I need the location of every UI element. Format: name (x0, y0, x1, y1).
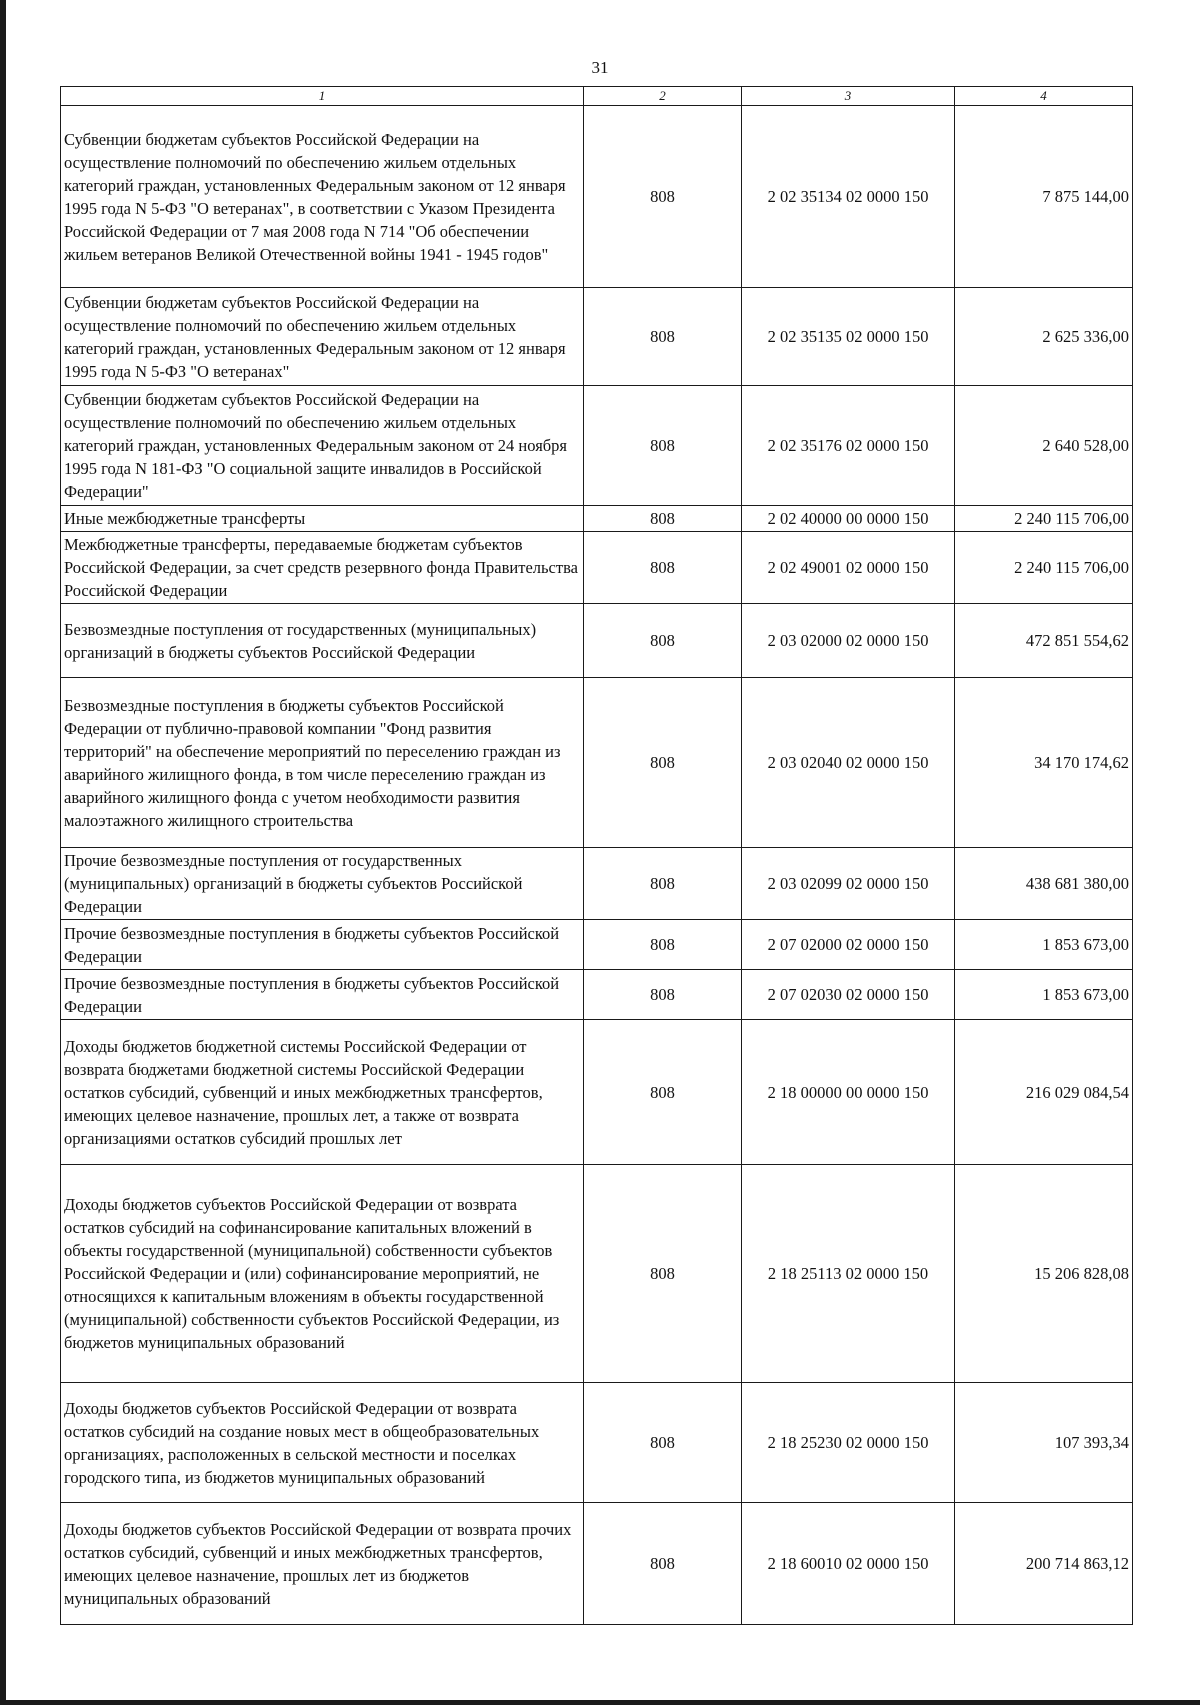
row-classification-code: 2 02 35176 02 0000 150 (742, 386, 955, 506)
row-name: Прочие безвозмездные поступления от государственных (муниципальных) организаций в бюджеты субъектов Российской Федерации (61, 848, 584, 920)
row-amount: 2 625 336,00 (955, 288, 1133, 386)
scan-edge-left (0, 0, 6, 1705)
table-row (61, 970, 1133, 1020)
column-number-row (61, 87, 1133, 106)
row-amount: 15 206 828,08 (955, 1165, 1133, 1383)
row-admin-code: 808 (584, 106, 742, 288)
row-admin-code: 808 (584, 288, 742, 386)
table-row (61, 604, 1133, 678)
column-number-4: 4 (955, 87, 1133, 106)
table-row (61, 848, 1133, 920)
row-admin-code: 808 (584, 506, 742, 532)
table-row (61, 1503, 1133, 1625)
row-admin-code: 808 (584, 532, 742, 604)
row-amount: 472 851 554,62 (955, 604, 1133, 678)
row-classification-code: 2 18 60010 02 0000 150 (742, 1503, 955, 1625)
row-admin-code: 808 (584, 386, 742, 506)
row-classification-code: 2 03 02000 02 0000 150 (742, 604, 955, 678)
row-name: Доходы бюджетов субъектов Российской Федерации от возврата прочих остатков субсидий, субвенций и иных межбюджетных трансфертов, имеющих целевое назначение, прошлых лет из бюджетов муниципальных образований (61, 1503, 584, 1625)
row-name: Доходы бюджетов субъектов Российской Федерации от возврата остатков субсидий на софинансирование капитальных вложений в объекты государственной (муниципальной) собственности субъектов Российской Федерации и (или) софинансирование мероприятий, не относящихся к капитальным вложениям в объекты государственной (муниципальной) собственности субъектов Российской Федерации, из бюджетов муниципальных образований (61, 1165, 584, 1383)
row-classification-code: 2 03 02099 02 0000 150 (742, 848, 955, 920)
column-number-3: 3 (742, 87, 955, 106)
row-amount: 34 170 174,62 (955, 678, 1133, 848)
row-classification-code: 2 03 02040 02 0000 150 (742, 678, 955, 848)
row-classification-code: 2 07 02030 02 0000 150 (742, 970, 955, 1020)
row-classification-code: 2 02 35135 02 0000 150 (742, 288, 955, 386)
table-row (61, 506, 1133, 532)
table-row (61, 1020, 1133, 1165)
column-number-1: 1 (61, 87, 584, 106)
row-amount: 200 714 863,12 (955, 1503, 1133, 1625)
row-admin-code: 808 (584, 604, 742, 678)
table-row (61, 106, 1133, 288)
table-row (61, 386, 1133, 506)
row-name: Межбюджетные трансферты, передаваемые бюджетам субъектов Российской Федерации, за счет средств резервного фонда Правительства Российской Федерации (61, 532, 584, 604)
page-number: 31 (591, 58, 609, 77)
row-amount: 2 640 528,00 (955, 386, 1133, 506)
table-row (61, 532, 1133, 604)
row-classification-code: 2 18 25230 02 0000 150 (742, 1383, 955, 1503)
row-amount: 107 393,34 (955, 1383, 1133, 1503)
row-name: Субвенции бюджетам субъектов Российской Федерации на осуществление полномочий по обеспечению жильем отдельных категорий граждан, установленных Федеральным законом от 12 января 1995 года N 5-ФЗ "О ветеранах", в соответствии с Указом Президента Российской Федерации от 7 мая 2008 года N 714 "Об обеспечении жильем ветеранов Великой Отечественной войны 1941 - 1945 годов" (61, 106, 584, 288)
revenue-table (60, 86, 1133, 1625)
row-classification-code: 2 02 40000 00 0000 150 (742, 506, 955, 532)
row-name: Иные межбюджетные трансферты (61, 506, 584, 532)
row-admin-code: 808 (584, 970, 742, 1020)
row-amount: 7 875 144,00 (955, 106, 1133, 288)
table-row (61, 678, 1133, 848)
row-admin-code: 808 (584, 1383, 742, 1503)
row-admin-code: 808 (584, 1165, 742, 1383)
row-name: Безвозмездные поступления от государственных (муниципальных) организаций в бюджеты субъектов Российской Федерации (61, 604, 584, 678)
row-amount: 438 681 380,00 (955, 848, 1133, 920)
table-row (61, 1383, 1133, 1503)
row-amount: 1 853 673,00 (955, 920, 1133, 970)
row-admin-code: 808 (584, 1503, 742, 1625)
row-admin-code: 808 (584, 678, 742, 848)
row-name: Субвенции бюджетам субъектов Российской Федерации на осуществление полномочий по обеспечению жильем отдельных категорий граждан, установленных Федеральным законом от 24 ноября 1995 года N 181-ФЗ "О социальной защите инвалидов в Российской Федерации" (61, 386, 584, 506)
row-amount: 1 853 673,00 (955, 970, 1133, 1020)
row-name: Безвозмездные поступления в бюджеты субъектов Российской Федерации от публично-правовой компании "Фонд развития территорий" на обеспечение мероприятий по переселению граждан из аварийного жилищного фонда, в том числе переселению граждан из аварийного жилищного фонда с учетом необходимости развития малоэтажного жилищного строительства (61, 678, 584, 848)
row-amount: 2 240 115 706,00 (955, 506, 1133, 532)
row-classification-code: 2 02 35134 02 0000 150 (742, 106, 955, 288)
scan-edge-bottom (0, 1700, 1200, 1705)
row-amount: 2 240 115 706,00 (955, 532, 1133, 604)
row-name: Прочие безвозмездные поступления в бюджеты субъектов Российской Федерации (61, 970, 584, 1020)
row-admin-code: 808 (584, 1020, 742, 1165)
row-name: Доходы бюджетов бюджетной системы Российской Федерации от возврата бюджетами бюджетной системы Российской Федерации остатков субсидий, субвенций и иных межбюджетных трансфертов, имеющих целевое назначение, прошлых лет, а также от возврата организациями остатков субсидий прошлых лет (61, 1020, 584, 1165)
row-amount: 216 029 084,54 (955, 1020, 1133, 1165)
table-row (61, 1165, 1133, 1383)
table-row (61, 288, 1133, 386)
row-name: Доходы бюджетов субъектов Российской Федерации от возврата остатков субсидий на создание новых мест в общеобразовательных организациях, расположенных в сельской местности и поселках городского типа, из бюджетов муниципальных образований (61, 1383, 584, 1503)
table-row (61, 920, 1133, 970)
row-classification-code: 2 18 25113 02 0000 150 (742, 1165, 955, 1383)
row-admin-code: 808 (584, 920, 742, 970)
row-admin-code: 808 (584, 848, 742, 920)
column-number-2: 2 (584, 87, 742, 106)
row-classification-code: 2 07 02000 02 0000 150 (742, 920, 955, 970)
row-classification-code: 2 02 49001 02 0000 150 (742, 532, 955, 604)
row-name: Прочие безвозмездные поступления в бюджеты субъектов Российской Федерации (61, 920, 584, 970)
row-classification-code: 2 18 00000 00 0000 150 (742, 1020, 955, 1165)
row-name: Субвенции бюджетам субъектов Российской Федерации на осуществление полномочий по обеспечению жильем отдельных категорий граждан, установленных Федеральным законом от 12 января 1995 года N 5-ФЗ "О ветеранах" (61, 288, 584, 386)
